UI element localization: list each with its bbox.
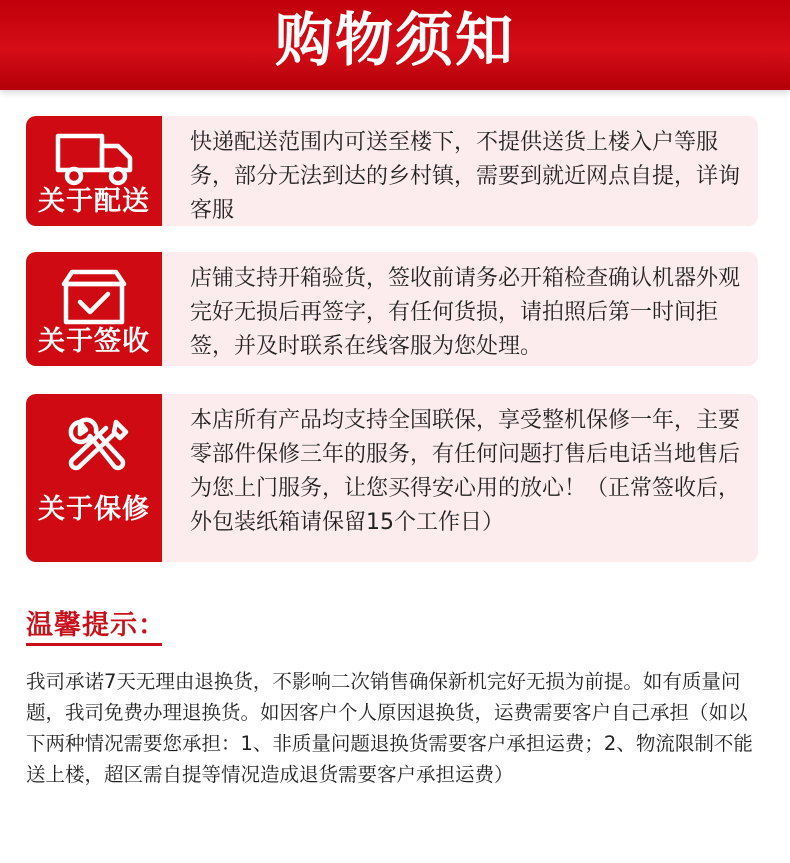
page-title: 购物须知 [274,6,515,74]
warranty-card [26,394,758,562]
delivery-card [26,116,758,226]
warranty-label: 关于保修 [38,494,150,525]
sign-text: 店铺支持开箱验货，签收前请务必开箱检查确认机器外观完好无损后再签字，有任何货损，请拍照后第一时间拒签，并及时联系在线客服为您处理。 [190,266,741,359]
delivery-text: 快递配送范围内可送至楼下，不提供送货上楼入户等服务，部分无法到达的乡村镇，需要到就近网点自提，详询客服 [190,130,741,223]
delivery-badge [26,116,162,226]
sign-badge [26,252,162,366]
tips-title: 温馨提示： [26,610,166,641]
box-check-icon [50,264,138,326]
sign-card [26,252,758,366]
tips-underline [26,643,162,646]
tips-body: 我司承诺7天无理由退换货，不影响二次销售确保新机完好无损为前提。如有质量问题，我司免费办理退换货。如因客户个人原因退换货，运费需要客户自己承担（如以下两种情况需要您承担：1、非质量问题退换货需要客户承担运费；2、物流限制不能送上楼，超区需自提等情况造成退货需要客户承担运费） [26,670,753,786]
wrench-screwdriver-icon [50,416,138,478]
page-header [0,0,790,90]
warranty-text: 本店所有产品均支持全国联保，享受整机保修一年，主要零部件保修三年的服务，有任何问题打售后电话当地售后为您上门服务，让您买得安心用的放心！（正常签收后，外包装纸箱请保留15个工作日） [190,408,741,535]
delivery-label: 关于配送 [38,186,150,217]
sign-label: 关于签收 [38,326,150,357]
warranty-badge [26,394,162,562]
